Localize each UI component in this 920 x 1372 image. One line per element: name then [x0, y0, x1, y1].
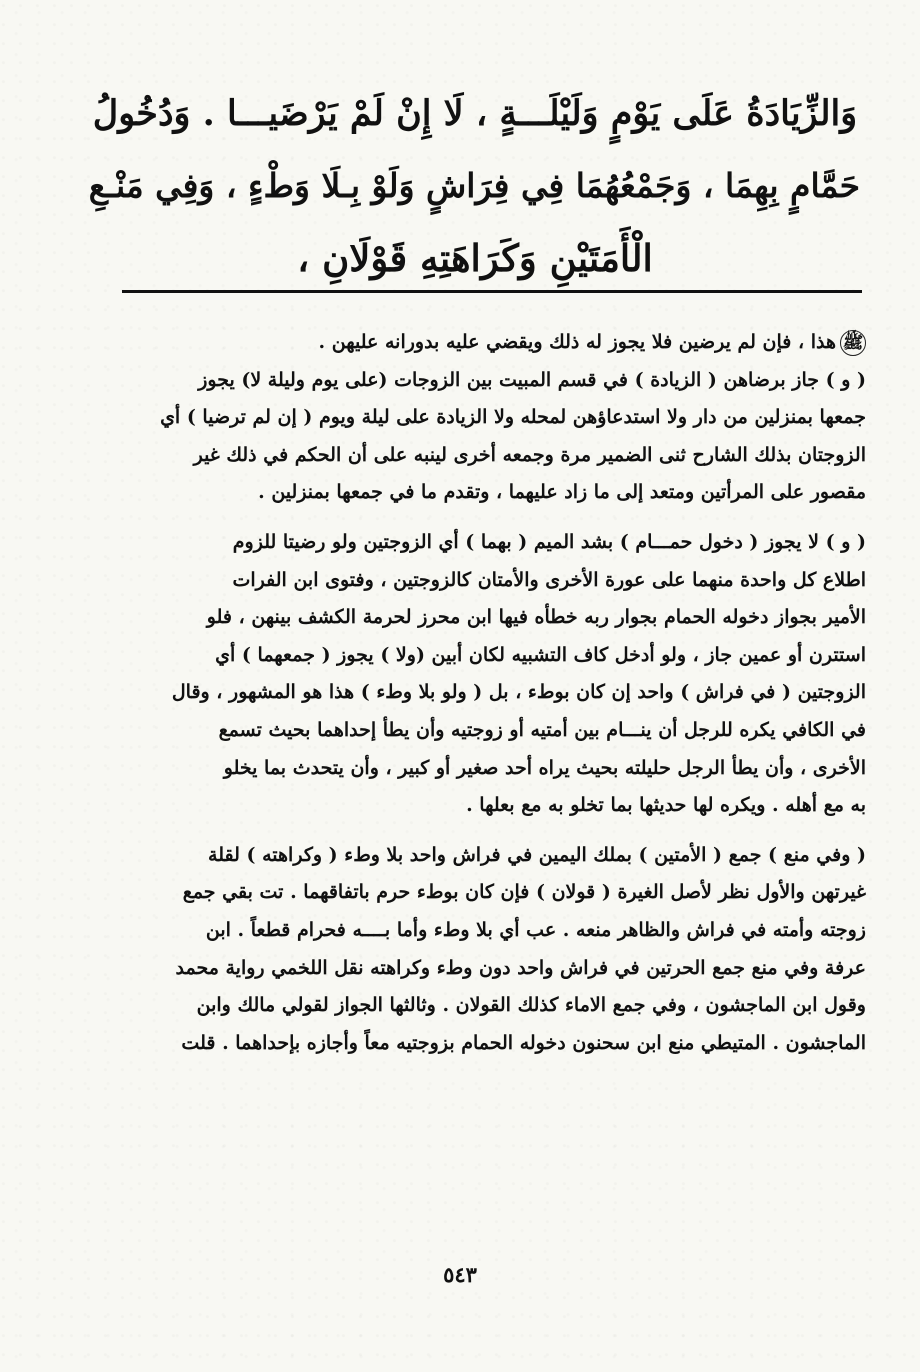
text-line: زوجته وأمته في فراش والظاهر منعه . عب أي بلا وطء وأما بــــه فحرام قطعاً . ابن	[205, 918, 866, 941]
text-line-content: هذا ، فإن لم يرضين فلا يجوز له ذلك ويقضي عليه بدورانه عليهن .	[318, 331, 836, 353]
commentary-text-block	[118, 324, 866, 1062]
text-line: الماجشون . المتيطي منع ابن سحنون دخوله الحمام بزوجتيه معاً وأجازه بإحداهما . قلت	[181, 1031, 866, 1054]
paragraph-gap	[118, 825, 866, 837]
text-line: غيرتهن والأول نظر لأصل الغيرة ( قولان ) فإن كان بوطء حرم باتفاقهما . تت بقي جمع	[182, 881, 866, 904]
text-line: اطلاع كل واحدة منهما على عورة الأخرى والأمتان كالزوجتين ، وفتوى ابن الفرات	[232, 568, 866, 591]
matn-line: الْأَمَتَيْنِ وَكَرَاهَتِهِ قَوْلَانِ ،	[297, 236, 653, 280]
text-line: الزوجتان بذلك الشارح ثنى الضمير مرة وجمعه أخرى لينبه على أن الحكم في ذلك غير	[193, 443, 866, 466]
text-line: الأمير بجواز دخوله الحمام بجوار ربه خطأه فيها ابن محرز لحرمة الكشف بينهن ، فلو	[206, 606, 866, 629]
text-line: به مع أهله . ويكره لها حديثها بما تخلو به مع بعلها .	[466, 794, 866, 817]
text-line: عرفة وفي منع جمع الحرتين في فراش واحد دون وطء وكراهته نقل اللخمي رواية محمد	[175, 956, 866, 979]
paragraph-gap	[118, 512, 866, 524]
text-line: في الكافي يكره للرجل أن ينـــام بين أمتيه أو زوجتيه وأن يطأ إحداهما بحيث تسمع	[218, 718, 866, 741]
horizontal-divider	[122, 290, 862, 293]
text-line: ( وفي منع ) جمع ( الأمتين ) بملك اليمين في فراش واحد بلا وطء ( وكراهته ) لقلة	[208, 843, 866, 866]
matn-line: وَالزِّيَادَةُ عَلَى يَوْمٍ وَلَيْلَـــةٍ ، لَا إِنْ لَمْ يَرْضَيـــا . وَدُخُولُ	[92, 93, 858, 134]
matn-text-block	[90, 78, 860, 294]
page-number: ٥٤٣	[443, 1262, 477, 1287]
text-line: الأخرى ، وأن يطأ الرجل حليلته بحيث يراه أحد صغير أو كبير ، وأن يتحدث بما يخلو	[223, 756, 866, 779]
matn-line: حَمَّامٍ بِهِمَا ، وَجَمْعُهُمَا فِي فِرَاشٍ وَلَوْ بِـلَا وَطْءٍ ، وَفِي مَنْـعِ	[88, 166, 860, 205]
text-line	[118, 324, 866, 362]
text-line: مقصور على المرأتين ومتعد إلى ما زاد عليهما ، وتقدم ما في جمعها بمنزلين .	[258, 481, 866, 504]
commentary-paragraph	[118, 524, 866, 825]
salla-symbol-icon: ﷺ	[840, 330, 866, 356]
text-line: جمعها بمنزلين من دار ولا استدعاؤهن لمحله ولا الزيادة على ليلة ويوم ( إن لم ترضيا ) أي	[160, 406, 866, 429]
commentary-paragraph	[118, 362, 866, 512]
text-line: استترن أو عمين جاز ، ولو أدخل كاف التشبيه لكان أبين (ولا ) يجوز ( جمعهما ) أي	[215, 643, 866, 666]
text-line: وقول ابن الماجشون ، وفي جمع الاماء كذلك القولان . وثالثها الجواز لقولي مالك وابن	[196, 994, 866, 1017]
text-line: الزوجتين ( في فراش ) واحد إن كان بوطء ، بل ( ولو بلا وطء ) هذا هو المشهور ، وقال	[171, 681, 866, 704]
commentary-paragraph	[118, 837, 866, 1063]
commentary-paragraph	[118, 324, 866, 362]
text-line: ( و ) جاز برضاهن ( الزيادة ) في قسم المبيت بين الزوجات (على يوم وليلة لا) يجوز	[198, 368, 866, 391]
text-line: ( و ) لا يجوز ( دخول حمـــام ) بشد الميم ( بهما ) أي الزوجتين ولو رضيتا للزوم	[232, 530, 866, 553]
